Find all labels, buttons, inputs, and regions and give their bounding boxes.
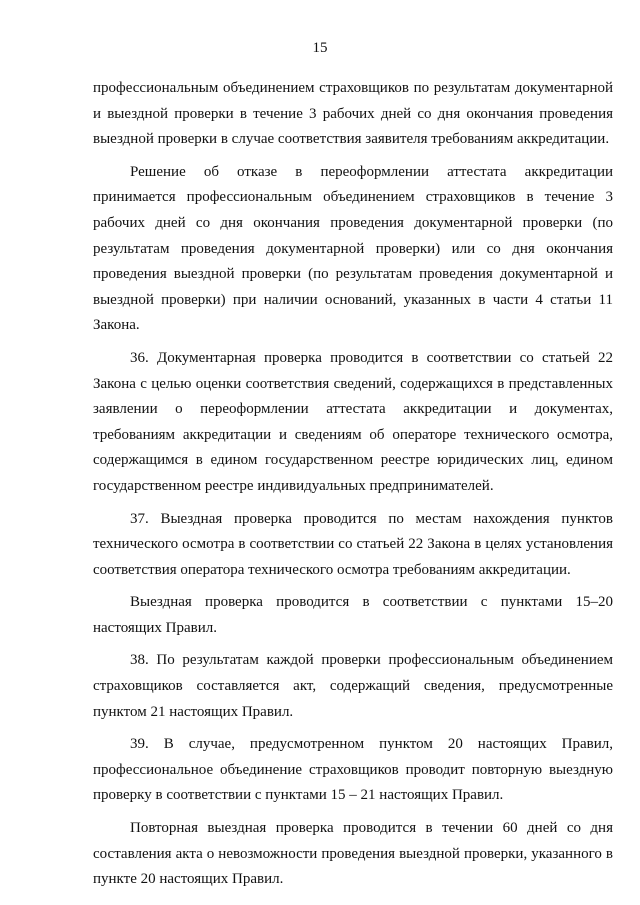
paragraph-repeat-check: Повторная выездная проверка проводится в течении 60 дней со дня составления акта о невозможности проведения выездной проверки, указанного в пункте 20 настоящих Правил. (93, 820, 613, 888)
document-body (93, 76, 613, 893)
paragraph-onsite-check: Выездная проверка проводится в соответствии с пунктами 15–20 настоящих Правил. (93, 594, 613, 636)
paragraph-38: 38. По результатам каждой проверки профессиональным объединением страховщиков составляется акт, содержащий сведения, предусмотренные пунктом 21 настоящих Правил. (93, 652, 613, 720)
paragraph-36: 36. Документарная проверка проводится в соответствии со статьей 22 Закона с целью оценки соответствия сведений, содержащихся в представленных заявлении о переоформлении аттестата аккредитации и документах, требованиям аккредитации и сведениям об операторе технического осмотра, содержащимся в едином государственном реестре юридических лиц, едином государственном реестре индивидуальных предпринимателей. (93, 349, 613, 494)
page-number: 15 (312, 40, 328, 56)
paragraph-continuation: профессиональным объединением страховщиков по результатам документарной и выездной проверки в течение 3 рабочих дней со дня окончания проведения выездной проверки в случае соответствия заявителя требованиям аккредитации. (93, 80, 613, 148)
paragraph-refusal-decision: Решение об отказе в переоформлении аттестата аккредитации принимается профессиональным объединением страховщиков в течение 3 рабочих дней со дня окончания проведения документарной проверки (по результатам проведения документарной проверки) или со дня окончания проведения выездной проверки (по результатам проведения документарной и выездной проверки) при наличии оснований, указанных в части 4 статьи 11 Закона. (93, 163, 613, 334)
paragraph-37: 37. Выездная проверка проводится по местам нахождения пунктов технического осмотра в соответствии со статьей 22 Закона в целях установления соответствия оператора технического осмотра требованиям аккредитации. (93, 510, 613, 578)
paragraph-39: 39. В случае, предусмотренном пунктом 20 настоящих Правил, профессиональное объединение страховщиков проводит повторную выездную проверку в соответствии с пунктами 15 – 21 настоящих Правил. (93, 736, 613, 804)
